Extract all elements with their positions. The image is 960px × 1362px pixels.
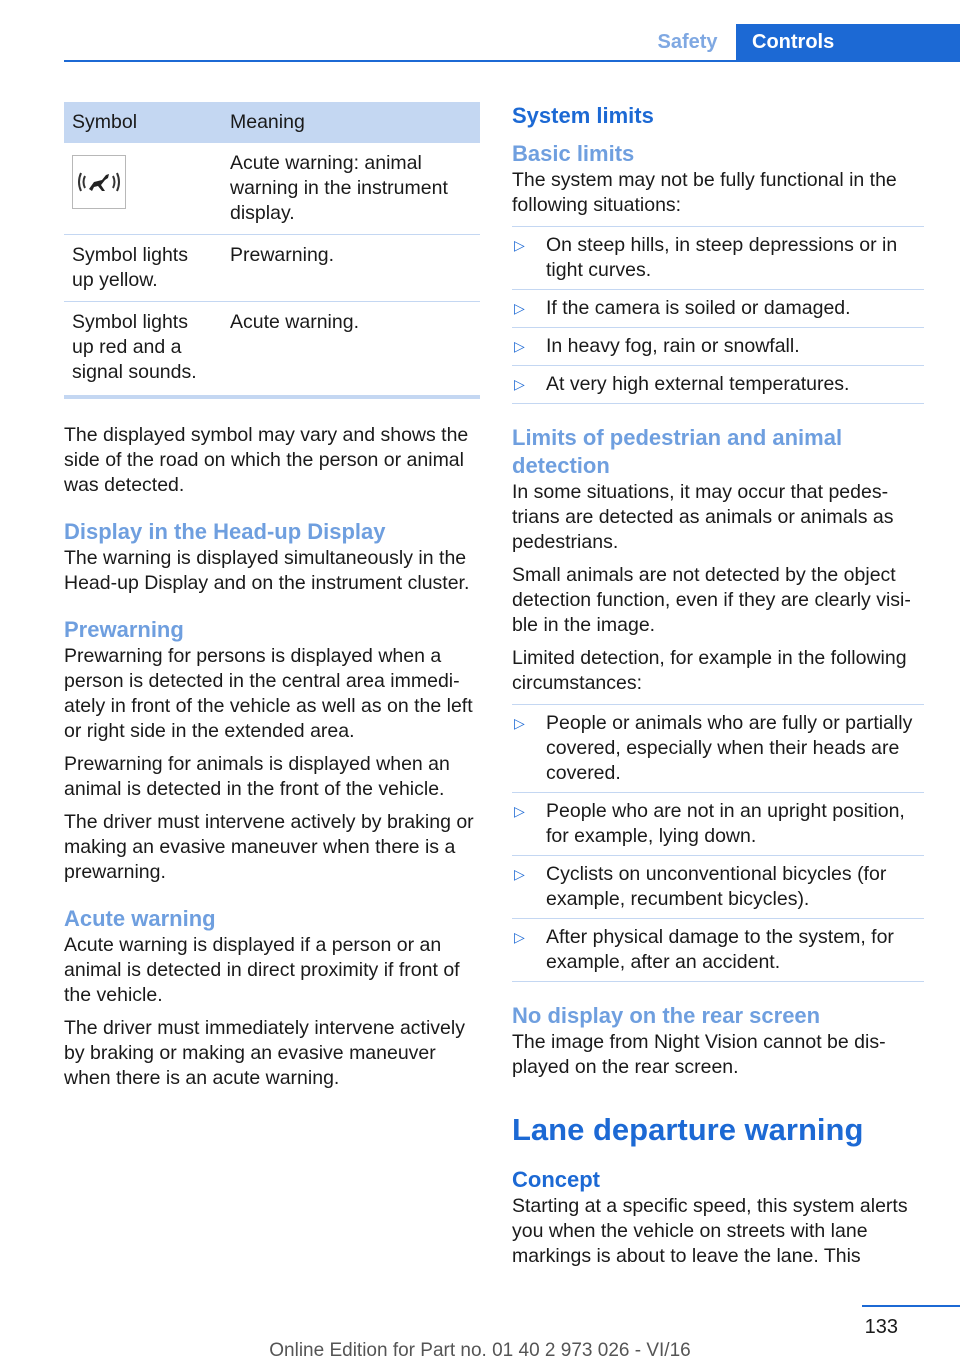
basic-limits-list — [512, 226, 924, 404]
prewarning-heading: Prewarning — [64, 617, 184, 642]
intro-paragraph: The displayed symbol may vary and shows the side of the road on which the person or animal was detected. — [64, 424, 469, 496]
acute-warning-heading: Acute warning — [64, 906, 216, 931]
animal-warning-icon — [72, 155, 126, 209]
symbol-table — [64, 102, 480, 399]
table-cell-symbol: Symbol lights up yellow. — [64, 235, 222, 302]
table-cell-symbol — [64, 143, 222, 235]
acute-warning-paragraph: Acute warning is displayed if a person or an animal is detected in direct proximity if front of the vehicle. — [64, 934, 460, 1006]
hud-paragraph: The warning is displayed simultaneously in the Head-up Display and on the instrument cluster. — [64, 547, 470, 594]
table-header-symbol: Symbol — [64, 102, 222, 143]
triangle-right-icon: ▷ — [514, 237, 525, 253]
prewarning-paragraph: The driver must intervene actively by braking or making an evasive maneuver when there is a prewarning. — [64, 811, 474, 883]
basic-limits-heading: Basic limits — [512, 141, 635, 166]
triangle-right-icon: ▷ — [514, 376, 525, 392]
table-header-meaning: Meaning — [222, 102, 480, 143]
list-item: ▷ If the camera is soiled or damaged. — [512, 290, 924, 328]
pedestrian-limits-paragraph: In some situations, it may occur that pedestrians are detected as animals or animals as pedestrians. — [512, 481, 894, 553]
pedestrian-limits-paragraph: Limited detection, for example in the following circumstances: — [512, 647, 907, 694]
list-item: ▷ At very high external temperatures. — [512, 366, 924, 404]
table-row — [64, 235, 480, 302]
rear-screen-heading: No display on the rear screen — [512, 1003, 821, 1028]
page-number: 133 — [864, 1316, 898, 1338]
prewarning-paragraph: Prewarning for persons is displayed when a person is detected in the central area immediately in front of the vehicle as well as on the left or right side in the extended area. — [64, 645, 473, 742]
hud-heading: Display in the Head-up Display — [64, 519, 386, 544]
pedestrian-limits-list — [512, 704, 924, 982]
tab-controls[interactable]: Controls — [736, 24, 960, 61]
triangle-right-icon: ▷ — [514, 929, 525, 945]
list-item: ▷ People who are not in an upright position, for example, lying down. — [512, 793, 924, 856]
table-header-row — [64, 102, 480, 143]
table-cell-meaning: Prewarning. — [222, 235, 480, 302]
right-column — [512, 102, 924, 1277]
basic-limits-paragraph: The system may not be fully functional in the following situations: — [512, 169, 897, 216]
edition-footer: Online Edition for Part no. 01 40 2 973 026 - VI/16 — [269, 1340, 691, 1361]
triangle-right-icon: ▷ — [514, 300, 525, 316]
triangle-right-icon: ▷ — [514, 715, 525, 731]
table-row — [64, 143, 480, 235]
pedestrian-limits-paragraph: Small animals are not detected by the object detection function, even if they are clearly visible in the image. — [512, 564, 911, 636]
table-row — [64, 302, 480, 398]
list-item: ▷ In heavy fog, rain or snowfall. — [512, 328, 924, 366]
system-limits-heading: System limits — [512, 103, 654, 128]
list-item: ▷ People or animals who are fully or partially covered, especially when their heads are covered. — [512, 705, 924, 793]
table-cell-meaning: Acute warning. — [222, 302, 480, 398]
prewarning-paragraph: Prewarning for animals is displayed when an animal is detected in the front of the vehicle. — [64, 753, 450, 800]
tab-safety[interactable]: Safety — [657, 31, 718, 53]
concept-paragraph: Starting at a specific speed, this system alerts you when the vehicle on streets with lane markings is about to leave the lane. This — [512, 1195, 908, 1267]
lane-departure-heading: Lane departure warning — [512, 1112, 864, 1147]
concept-heading: Concept — [512, 1167, 600, 1192]
pedestrian-limits-heading: Limits of pedestrian and animal detection — [512, 425, 843, 478]
acute-warning-paragraph: The driver must immediately intervene actively by braking or making an evasive maneuver when there is an acute warning. — [64, 1017, 465, 1089]
rear-screen-paragraph: The image from Night Vision cannot be displayed on the rear screen. — [512, 1031, 886, 1078]
triangle-right-icon: ▷ — [514, 803, 525, 819]
list-item: ▷ On steep hills, in steep depressions or in tight curves. — [512, 227, 924, 290]
triangle-right-icon: ▷ — [514, 866, 525, 882]
header-divider — [64, 60, 960, 62]
table-cell-meaning: Acute warning: animal warning in the instrument display. — [222, 143, 480, 235]
list-item: ▷ After physical damage to the system, for example, after an accident. — [512, 919, 924, 982]
left-column — [64, 102, 480, 1099]
triangle-right-icon: ▷ — [514, 338, 525, 354]
footer-divider — [862, 1305, 960, 1307]
list-item: ▷ Cyclists on unconventional bicycles (for example, recumbent bicycles). — [512, 856, 924, 919]
table-cell-symbol: Symbol lights up red and a signal sounds. — [64, 302, 222, 398]
